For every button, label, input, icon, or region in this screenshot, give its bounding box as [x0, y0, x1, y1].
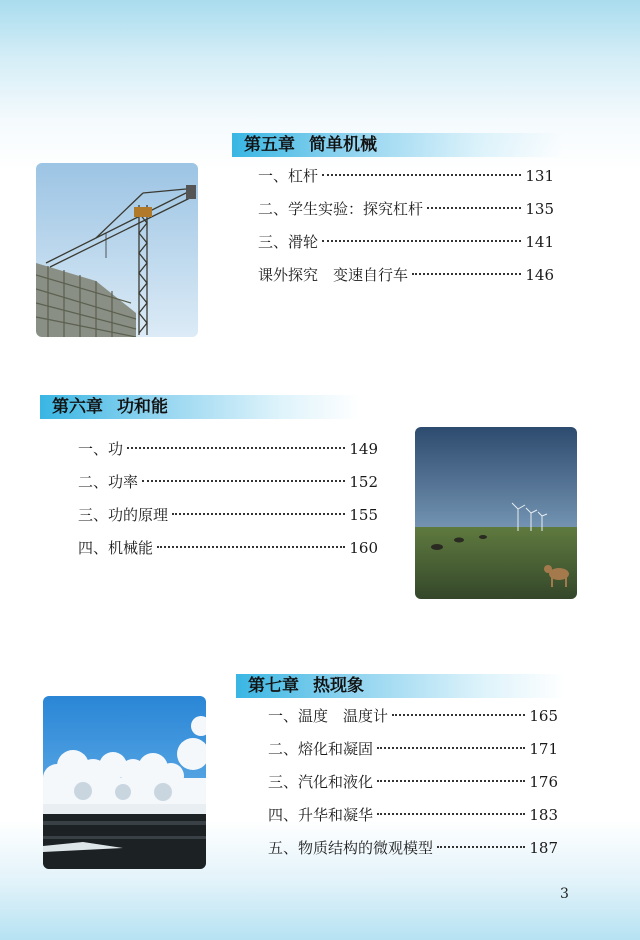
toc-entry-label: 一、杠杆	[258, 167, 319, 185]
frosted-trees-photo	[43, 696, 206, 869]
toc-entry[interactable]	[78, 433, 378, 466]
toc-entry-page: 146	[525, 266, 554, 284]
page-number: 3	[560, 886, 569, 902]
toc-entry[interactable]	[268, 733, 558, 766]
crane-photo	[36, 163, 198, 337]
dot-leader	[377, 780, 525, 782]
toc-entry[interactable]	[78, 499, 378, 532]
toc-entry-label: 二、学生实验：探究杠杆	[258, 200, 424, 218]
dot-leader	[427, 207, 521, 209]
toc-entry[interactable]	[258, 259, 554, 292]
toc-entry-page: 149	[349, 440, 378, 458]
dot-leader	[392, 714, 525, 716]
toc-entry-page: 135	[525, 200, 554, 218]
toc-entry-label: 四、升华和凝华	[268, 806, 374, 824]
dot-leader	[377, 813, 525, 815]
toc-entry-page: 187	[529, 839, 558, 857]
chapter-7-title	[236, 674, 566, 698]
dot-leader	[127, 447, 345, 449]
chapter-5-number: 第五章	[244, 135, 295, 155]
toc-entry[interactable]	[258, 226, 554, 259]
dot-leader	[157, 546, 345, 548]
toc-entry-label: 二、功率	[78, 473, 139, 491]
chapter-6-number: 第六章	[52, 397, 103, 417]
toc-entry[interactable]	[268, 832, 558, 865]
toc-entry-page: 160	[349, 539, 378, 557]
toc-entry[interactable]	[258, 193, 554, 226]
chapter-7-number: 第七章	[248, 676, 299, 696]
dot-leader	[142, 480, 345, 482]
toc-entry-label: 一、功	[78, 440, 124, 458]
toc-entry[interactable]	[78, 466, 378, 499]
toc-entry[interactable]	[78, 532, 378, 565]
chapter-6-title	[40, 395, 360, 419]
chapter-7-name: 热现象	[313, 676, 364, 696]
toc-entry-label: 三、滑轮	[258, 233, 319, 251]
chapter-5-name: 简单机械	[309, 135, 377, 155]
wind-turbine-grassland-photo	[415, 427, 577, 599]
toc-entry-page: 155	[349, 506, 378, 524]
toc-entry[interactable]	[258, 160, 554, 193]
dot-leader	[377, 747, 525, 749]
toc-entry-page: 183	[529, 806, 558, 824]
chapter-5-toc	[258, 160, 554, 292]
toc-entry-label: 二、熔化和凝固	[268, 740, 374, 758]
dot-leader	[437, 846, 525, 848]
dot-leader	[172, 513, 345, 515]
dot-leader	[322, 240, 521, 242]
toc-entry[interactable]	[268, 700, 558, 733]
chapter-6-name: 功和能	[117, 397, 168, 417]
toc-entry-label: 课外探究 变速自行车	[258, 266, 409, 284]
toc-entry-page: 171	[529, 740, 558, 758]
toc-entry-label: 四、机械能	[78, 539, 154, 557]
toc-entry-label: 一、温度 温度计	[268, 707, 389, 725]
dot-leader	[322, 174, 521, 176]
dot-leader	[412, 273, 521, 275]
toc-entry-page: 141	[525, 233, 554, 251]
toc-entry[interactable]	[268, 799, 558, 832]
chapter-6-toc	[78, 433, 378, 565]
toc-entry-page: 131	[525, 167, 554, 185]
toc-entry-label: 三、功的原理	[78, 506, 169, 524]
toc-entry-page: 176	[529, 773, 558, 791]
toc-entry-label: 三、汽化和液化	[268, 773, 374, 791]
toc-entry-page: 152	[349, 473, 378, 491]
toc-entry-page: 165	[529, 707, 558, 725]
toc-entry[interactable]	[268, 766, 558, 799]
chapter-7-toc	[268, 700, 558, 865]
chapter-5-title	[232, 133, 562, 157]
toc-entry-label: 五、物质结构的微观模型	[268, 839, 434, 857]
